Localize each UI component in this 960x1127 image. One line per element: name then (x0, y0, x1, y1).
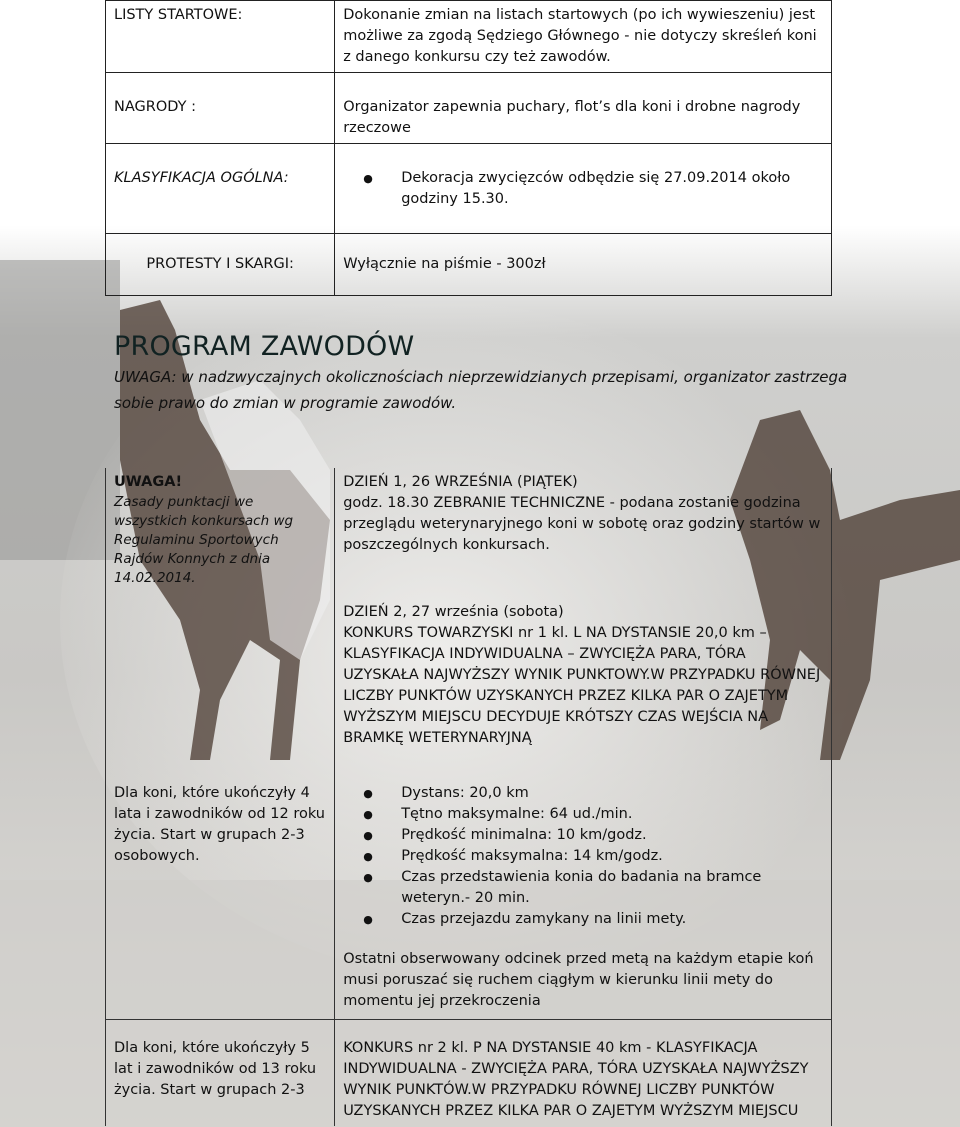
info-label: KLASYFIKACJA OGÓLNA: (106, 144, 335, 234)
day2-competition: KONKURS TOWARZYSKI nr 1 kl. L NA DYSTANSIE 20,0 km – KLASYFIKACJA INDYWIDUALNA – ZWYCIĘŻA PARA, TÓRA UZYSKAŁA NAJWYŻSZY WYNIK PUNKTOWY.W PRZYPADKU RÓWNEJ LICZBY PUNKTÓW UZYSKANYCH PRZEZ KILKA PAR O ZAJETYM WYŻSZYM MIEJSCU DECYDUJE KRÓTSZY CZAS WEJŚCIA NA BRAMKĘ WETERYNARYJNĄ (343, 625, 821, 746)
group2-description: Dla koni, które ukończyły 5 lat i zawodników od 13 roku życia. Start w grupach 2-3 (114, 1039, 317, 1098)
group2-competition: KONKURS nr 2 kl. P NA DYSTANSIE 40 km - KLASYFIKACJA INDYWIDUALNA - ZWYCIĘŻA PARA, TÓRA UZYSKAŁA NAJWYŻSZY WYNIK PUNKTÓW.W PRZYPADKU RÓWNEJ LICZBY PUNKTÓW UZYSKANYCH PRZEZ KILKA PAR O ZAJETYM WYŻSZYM MIEJSCU (343, 1039, 809, 1119)
program-warning: UWAGA: w nadzwyczajnych okolicznościach nieprzewidzianych przepisami, organizator zastrzega sobie prawo do zmian w programie zawodów. (114, 368, 848, 412)
program-row-group2 (106, 1019, 832, 1126)
info-row-start-lists (106, 1, 832, 73)
classification-list (343, 168, 823, 210)
info-row-classification (106, 144, 832, 234)
group1-description: Dla koni, które ukończyły 4 lata i zawodników od 12 roku życia. Start w grupach 2-3 osobowych. (114, 785, 326, 864)
program-row-finish-note (106, 939, 832, 1019)
info-value: Wyłącznie na piśmie - 300zł (335, 234, 832, 296)
rule-vet-time: ● Czas przedstawienia konia do badania na bramce weteryn.- 20 min. (343, 867, 823, 909)
info-row-protests (106, 234, 832, 296)
info-label: NAGRODY : (106, 73, 335, 144)
program-row-day1 (106, 468, 832, 594)
group1-rules-list (343, 783, 823, 930)
rule-min-speed: ● Prędkość minimalna: 10 km/godz. (343, 825, 823, 846)
program-title: PROGRAM ZAWODÓW (114, 331, 415, 362)
classification-bullet: ● Dekoracja zwycięzców odbędzie się 27.09.2014 około godziny 15.30. (343, 168, 823, 210)
day2-heading: DZIEŃ 2, 27 września (sobota) (343, 604, 564, 620)
info-value: Dokonanie zmian na listach startowych (po ich wywieszeniu) jest możliwe za zgodą Sędziego Głównego - nie dotyczy skreśleń koni z danego konkursu czy też zawodów. (335, 1, 832, 73)
program-row-group1 (106, 753, 832, 939)
rule-max-speed: ● Prędkość maksymalna: 14 km/godz. (343, 846, 823, 867)
info-table (105, 0, 832, 296)
finish-note: Ostatni obserwowany odcinek przed metą na każdym etapie koń musi poruszać się ruchem ciągłym w kierunku linii mety do momentu jej przekroczenia (343, 951, 814, 1009)
info-label: LISTY STARTOWE: (106, 1, 335, 73)
note-heading: UWAGA! (114, 474, 183, 490)
program-table (105, 468, 832, 1126)
info-row-prizes (106, 73, 832, 144)
day1-heading: DZIEŃ 1, 26 WRZEŚNIA (PIĄTEK) (343, 474, 578, 490)
note-text: Zasady punktacji we wszystkich konkursach wg Regulaminu Sportowych Rajdów Konnych z dnia 14.02.2014. (114, 494, 294, 586)
info-value: Organizator zapewnia puchary, flot’s dla koni i drobne nagrody rzeczowe (335, 73, 832, 144)
rule-finish-time: ● Czas przejazdu zamykany na linii mety. (343, 909, 823, 930)
rule-distance: ● Dystans: 20,0 km (343, 783, 823, 804)
rule-heart-rate: ● Tętno maksymalne: 64 ud./min. (343, 804, 823, 825)
day1-text: godz. 18.30 ZEBRANIE TECHNICZNE - podana zostanie godzina przeglądu weterynaryjnego koni w sobotę oraz godziny startów w poszczególnych konkursach. (343, 495, 821, 553)
info-label: PROTESTY I SKARGI: (106, 234, 335, 296)
program-row-day2 (106, 594, 832, 753)
